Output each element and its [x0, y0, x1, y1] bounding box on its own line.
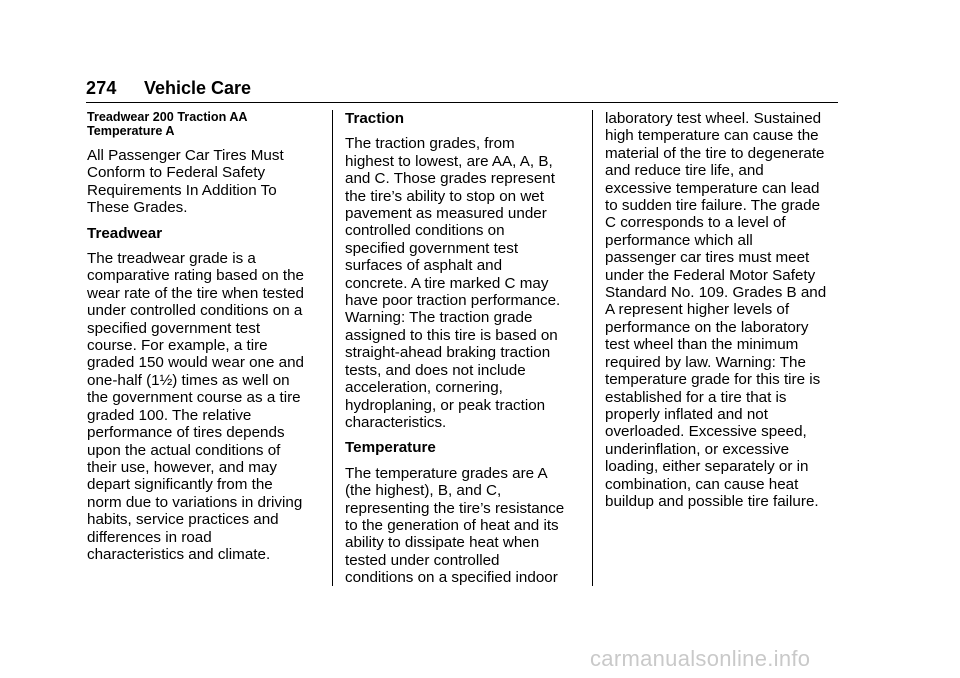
temperature-heading: Temperature: [345, 439, 436, 457]
section-title: Vehicle Care: [144, 78, 252, 98]
column-1: [87, 110, 323, 571]
continuation-paragraph: laboratory test wheel. Sustained high temperature can cause the material of the tire to degenerate and reduce tire life, and excessive temperature can lead to sudden tire failure. The grade C corresponds to a level of performance which all passenger car tires must meet under the Federal Motor Safety Standard No. 109. Grades B and A represent higher levels of performance on the laboratory test wheel than the minimum required by law. Warning: The temperature grade for this tire is established for a tire that is properly inflated and not overloaded. Excessive speed, underinflation, or excessive loading, either separately or in combination, can cause heat buildup and possible tire failure.: [605, 110, 827, 510]
page-header: [86, 78, 838, 102]
watermark: carmanualsonline.info: [590, 646, 811, 671]
grade-heading: Treadwear 200 Traction AA Temperature A: [87, 110, 248, 138]
traction-heading: Traction: [345, 110, 405, 127]
temperature-paragraph: The temperature grades are A (the highest), B, and C, representing the tire’s resistance to the generation of heat and its ability to dissipate heat when tested under controlled conditions on a specified indoor: [345, 464, 565, 587]
page-number: 274: [86, 78, 117, 98]
header-rule: [86, 102, 838, 103]
traction-paragraph: The traction grades, from highest to lowest, are AA, A, B, and C. Those grades represent the tire’s ability to stop on wet pavement as measured under controlled conditions on specified government test surfaces of asphalt and concrete. A tire marked C may have poor traction performance. Warning: The traction grade assigned to this tire is based on straight-ahead braking traction tests, and does not include acceleration, cornering, hydroplaning, or peak traction characteristics.: [345, 135, 561, 431]
column-2: [345, 110, 581, 595]
column-divider-1: [332, 110, 333, 586]
treadwear-heading: Treadwear: [87, 224, 163, 242]
treadwear-paragraph: The treadwear grade is a comparative rating based on the wear rate of the tire when tested under controlled conditions on a specified government test course. For example, a tire graded 150 would wear one and one-half (1½) times as well on the government course as a tire graded 100. The relative performance of tires depends upon the actual conditions of their use, however, and may depart significantly from the norm due to variations in driving habits, service practices and differences in road characteristics and climate.: [87, 250, 305, 563]
column-3: [605, 110, 841, 518]
column-divider-2: [592, 110, 593, 586]
intro-paragraph: All Passenger Car Tires Must Conform to Federal Safety Requirements In Addition To These Grades.: [87, 147, 284, 217]
